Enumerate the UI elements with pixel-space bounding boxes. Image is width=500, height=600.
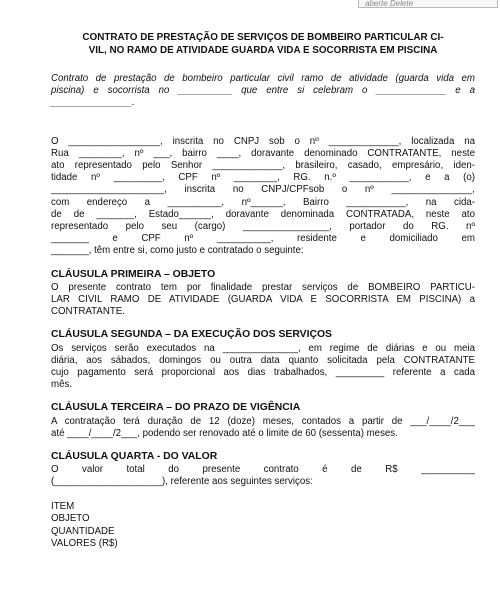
parties-line: representado pelo seu (cargo) ________________, portador do RG. nº (51, 221, 475, 233)
clause-1-line: O presente contrato tem por finalidade prestar serviços de BOMBEIRO PARTICU- (51, 281, 475, 293)
clause-3-heading: CLÁUSULA TERCEIRA – DO PRAZO DE VIGÊNCIA (51, 402, 301, 414)
intro-line-2: piscina) e socorrista no __________ que entre si celebram o _____________ e a (51, 85, 475, 97)
title-line-1: CONTRATO DE PRESTAÇÃO DE SERVIÇOS DE BOMBEIRO PARTICULAR CI- (82, 32, 444, 43)
clause-1-heading: CLÁUSULA PRIMEIRA – OBJETO (51, 268, 216, 280)
parties-line: tidade nº _________, CPF nº ________, RG. n.º ___________, e a (o) (51, 172, 475, 184)
intro-paragraph (51, 73, 475, 110)
contract-document (51, 32, 475, 551)
service-list-item: ITEM (51, 500, 75, 512)
clause-1-body (51, 282, 475, 319)
service-list-item: QUANTIDADE (51, 525, 115, 537)
clause-4-line: O valor total do presente contrato é de R$ __________ (51, 464, 475, 476)
parties-line: _______, têm entre si, como justo e contratado o seguinte: (51, 245, 304, 257)
clause-2-line: Os serviços serão executados na ______________, em regime de diárias e ou meia (51, 342, 475, 354)
clause-2-line: cujo pagamento será proporcional aos dias trabalhados, _________ referente a cada (51, 367, 475, 379)
intro-line-3: _______________. (51, 97, 135, 109)
intro-line-1: Contrato de prestação de bombeiro particular civil ramo de atividade (guarda vida em (51, 73, 475, 84)
service-list-item: OBJETO (51, 513, 90, 525)
clause-1-line: LAR CIVIL RAMO DE ATIVIDADE (GUARDA VIDA E SOCORRISTA EM PISCINA) a (51, 294, 475, 306)
parties-line: O _________________, inscrita no CNPJ sob o nº _____________, localizada na (51, 135, 475, 147)
clause-1-line: CONTRATANTE. (51, 306, 125, 318)
parties-line: _____________________, inscrita no CNPJ/CPFsob o nº _______________, (51, 184, 475, 196)
parties-line: Rua ________, nº ___, bairro ____, doravante denominado CONTRATANTE, neste (51, 147, 475, 159)
clause-3-body (51, 416, 475, 440)
title-line-2: VIL, NO RAMO DE ATIVIDADE GUARDA VIDA E SOCORRISTA EM PISCINA (88, 44, 438, 56)
top-bar (0, 0, 500, 12)
document-title (51, 32, 475, 57)
top-toolbar-box[interactable]: aberte Delete (358, 0, 498, 8)
clause-2-line: mês. (51, 379, 72, 391)
clause-3-line: até ____/____/2___, podendo ser renovado até o limite de 60 (sessenta) meses. (51, 427, 398, 439)
parties-line: com endereço a __________, nº______, Bairro ___________, na cida- (51, 196, 475, 208)
clause-3-line: A contratação terá duração de 12 (doze) meses, contados a partir de ___/____/2___ (51, 415, 475, 427)
parties-line: _______ e CPF nº __________, residente e domiciliado em (51, 233, 475, 245)
clause-4-body (51, 464, 475, 488)
clause-2-body (51, 343, 475, 392)
parties-line: ato representado pelo Senhor _____________, brasileiro, casado, empresário, iden- (51, 160, 475, 172)
service-list (51, 501, 475, 551)
clause-4-line: (____________________), referente aos seguintes serviços: (51, 476, 313, 488)
parties-paragraph (51, 136, 475, 258)
parties-line: de de _______, Estado______, doravante denominada CONTRATADA, neste ato (51, 208, 475, 220)
service-list-item: VALORES (R$) (51, 538, 118, 550)
clause-4-heading: CLÁUSULA QUARTA - DO VALOR (51, 451, 218, 463)
clause-2-heading: CLÁUSULA SEGUNDA – DA EXECUÇÃO DOS SERVIÇOS (51, 329, 332, 341)
clause-2-line: diária, aos sábados, domingos ou outra data quanto solicitada pela CONTRATANTE (51, 354, 475, 366)
